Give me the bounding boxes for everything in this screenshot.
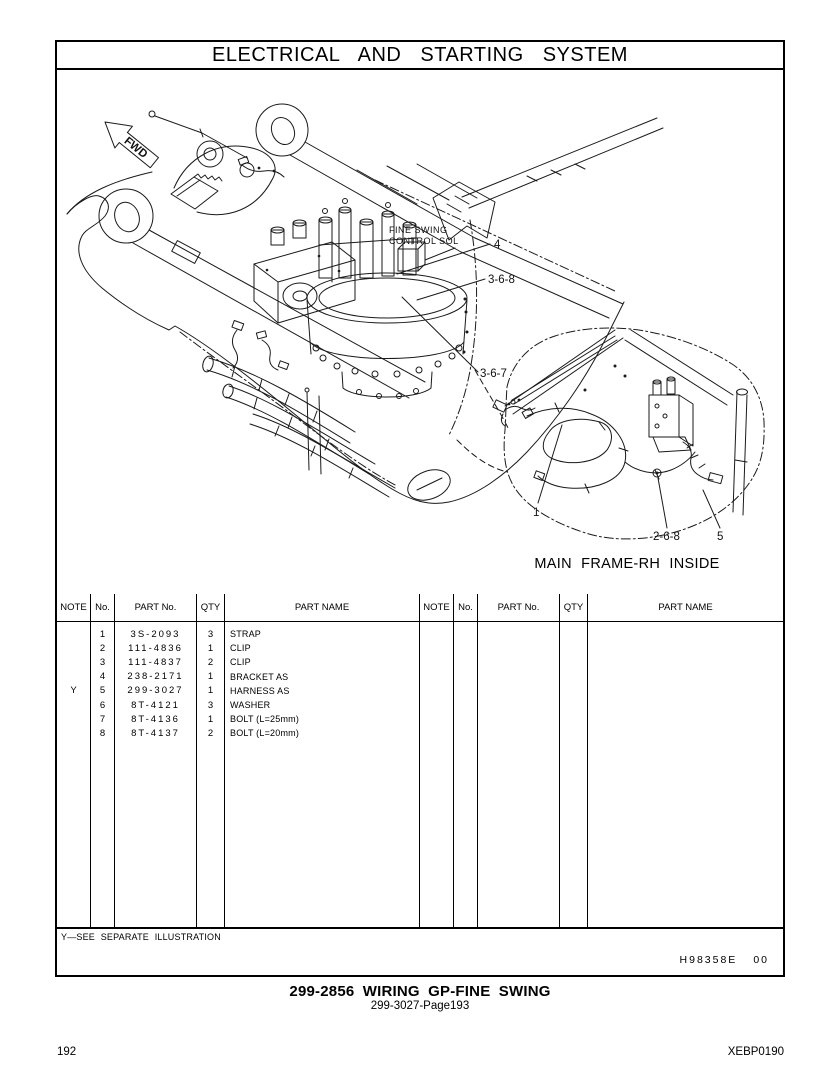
- no-cell: 2: [99, 642, 106, 654]
- boom-arm-left: [99, 189, 425, 398]
- page-title: ELECTRICAL AND STARTING SYSTEM: [212, 43, 628, 66]
- part-name-cell: BRACKET AS: [230, 671, 289, 682]
- table-body: [57, 622, 783, 929]
- callouts-main: [397, 239, 515, 380]
- part-name-cell: CLIP: [230, 643, 251, 654]
- header-note-2: NOTE: [420, 594, 454, 621]
- no-cell: 8: [99, 727, 106, 739]
- header-qty-2: QTY: [560, 594, 588, 621]
- footnote: Y—SEE SEPARATE ILLUSTRATION: [61, 932, 221, 942]
- inset-view: [493, 328, 764, 543]
- solenoid-label-line1: FINE SWING: [389, 225, 448, 235]
- callout-4: 4: [494, 239, 501, 251]
- doc-number-text: H98358E: [679, 954, 738, 966]
- qty-cell: 2: [207, 656, 214, 668]
- column-no-2: [454, 622, 478, 927]
- note-cell: [57, 698, 90, 712]
- figure-title: 299-2856 WIRING GP-FINE SWING: [289, 983, 551, 1000]
- no-cell: 6: [99, 699, 106, 711]
- main-illustration: [57, 70, 783, 594]
- note-cell: [57, 670, 90, 684]
- document-number: [680, 954, 769, 966]
- part-no-cell: 238-2171: [127, 671, 184, 683]
- no-cell: 7: [99, 713, 106, 725]
- qty-cell: 1: [207, 685, 214, 697]
- antenna: [149, 111, 247, 158]
- part-no-cell: 8T-4121: [131, 699, 180, 711]
- header-part-name: PART NAME: [225, 594, 420, 621]
- fwd-label: FWD: [121, 135, 150, 161]
- column-note-2: [420, 622, 454, 927]
- part-name-cell: HARNESS AS: [230, 685, 290, 696]
- figure-subtitle: 299-3027-Page193: [370, 1000, 470, 1012]
- parts-table: [57, 594, 783, 929]
- part-no-cell: 111-4836: [128, 642, 183, 654]
- pump-assembly: [254, 220, 355, 323]
- page-number: 192: [57, 1046, 77, 1058]
- wiring-harness: [232, 156, 289, 370]
- header-qty: QTY: [197, 594, 225, 621]
- hydraulic-hoses: [201, 355, 395, 497]
- column-part-name-2: [588, 622, 783, 927]
- link-bracket: [174, 141, 275, 215]
- no-cell: 3: [99, 656, 106, 668]
- column-part-no: [115, 622, 197, 927]
- part-no-cell: 8T-4137: [131, 727, 180, 739]
- inset-caption: MAIN FRAME-RH INSIDE: [534, 556, 720, 572]
- no-cell: 5: [99, 685, 106, 697]
- callout-5: 5: [717, 531, 724, 543]
- header-no: No.: [91, 594, 115, 621]
- note-cell: [57, 641, 90, 655]
- qty-cell: 1: [207, 713, 214, 725]
- header-note: NOTE: [57, 594, 91, 621]
- part-name-cell: CLIP: [230, 657, 251, 668]
- callout-3-6-8: 3-6-8: [488, 274, 515, 286]
- doc-code: XEBP0190: [727, 1046, 784, 1058]
- qty-cell: 2: [207, 727, 214, 739]
- part-no-cell: 8T-4136: [131, 713, 180, 725]
- note-cell: Y: [70, 685, 77, 697]
- qty-cell: 3: [207, 628, 214, 640]
- callout-3-6-7: 3-6-7: [480, 368, 507, 380]
- header-no-2: No.: [454, 594, 478, 621]
- column-part-no-2: [478, 622, 560, 927]
- part-name-cell: BOLT (L=20mm): [230, 728, 300, 739]
- column-qty-2: [560, 622, 588, 927]
- fwd-arrow: [96, 111, 163, 173]
- header-part-no-2: PART No.: [478, 594, 560, 621]
- doc-revision: 00: [753, 954, 769, 966]
- part-name-cell: STRAP: [230, 629, 262, 640]
- part-name-cell: WASHER: [230, 700, 271, 711]
- note-cell: [57, 726, 90, 740]
- header-part-name-2: PART NAME: [658, 602, 713, 613]
- column-part-name: [225, 622, 420, 927]
- main-illustration-svg: [57, 70, 783, 594]
- note-cell: [57, 627, 90, 641]
- qty-cell: 1: [207, 642, 214, 654]
- qty-cell: 3: [207, 699, 214, 711]
- qty-cell: 1: [207, 671, 214, 683]
- header-part-no: PART No.: [115, 594, 197, 621]
- part-name-cell: BOLT (L=25mm): [230, 714, 300, 725]
- note-cell: [57, 712, 90, 726]
- column-note: [57, 622, 91, 927]
- part-no-cell: 299-3027: [127, 685, 184, 697]
- table-header-row: [57, 594, 783, 622]
- title-bar: [57, 42, 783, 70]
- column-no: [91, 622, 115, 927]
- no-cell: 4: [99, 671, 106, 683]
- column-qty: [197, 622, 225, 927]
- part-no-cell: 3S-2093: [130, 628, 181, 640]
- note-strip: [57, 929, 783, 973]
- inset-link-line2: [457, 440, 507, 472]
- part-no-cell: 111-4837: [128, 656, 183, 668]
- callout-1: 1: [533, 507, 540, 519]
- frame-outline: [67, 164, 624, 506]
- no-cell: 1: [99, 628, 106, 640]
- callout-2-6-8: 2-6-8: [653, 531, 680, 543]
- solenoid-label-line2: CONTROL SOL: [389, 236, 459, 246]
- fine-swing-solenoid: [389, 225, 459, 271]
- note-cell: [57, 655, 90, 669]
- page-border: [55, 40, 785, 977]
